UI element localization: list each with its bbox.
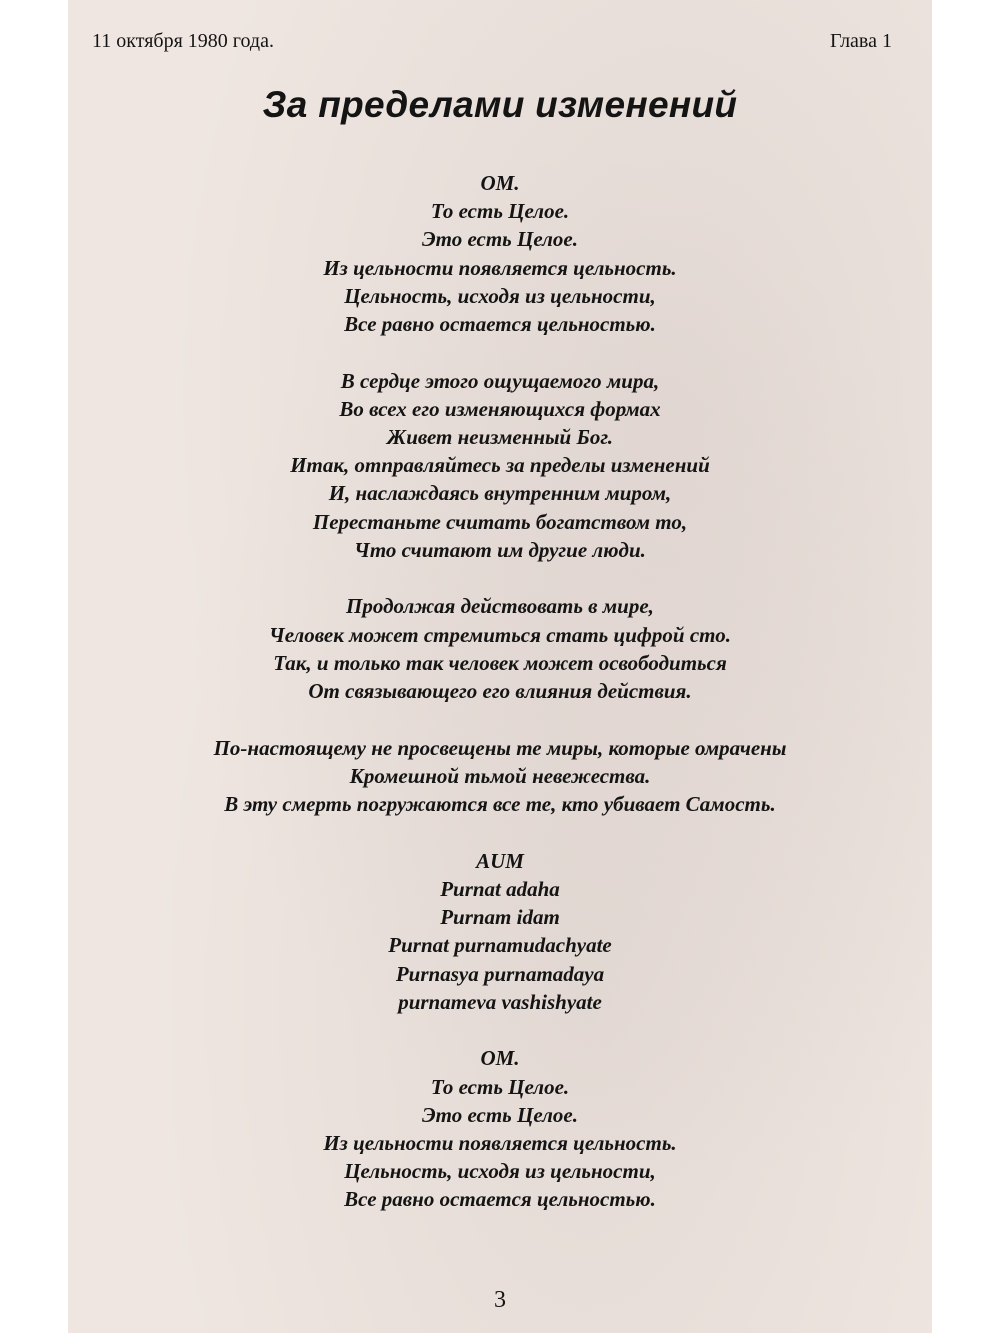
poem-line: Во всех его изменяющихся формах <box>339 396 661 421</box>
poem-line: Итак, отправляйтесь за пределы изменений <box>290 453 710 478</box>
stanza <box>68 169 932 338</box>
poem-line: Из цельности появляется цельность. <box>323 1130 677 1155</box>
poem-line: Из цельности появляется цельность. <box>323 255 677 280</box>
stanza <box>68 592 932 705</box>
poem-line: Цельность, исходя из цельности, <box>344 283 656 308</box>
page-header-date: 11 октября 1980 года. <box>92 30 274 52</box>
poem-line: Это есть Целое. <box>421 227 578 252</box>
book-page <box>68 0 932 1333</box>
poem-line: Все равно остается цельностью. <box>344 311 656 336</box>
poem-line: Так, и только так человек может освободиться <box>273 650 727 675</box>
page-header-chapter: Глава 1 <box>830 30 892 52</box>
chapter-title: За пределами изменений <box>262 84 738 125</box>
poem-line: Purnat adaha <box>440 876 560 901</box>
poem-line: Кромешной тьмой невежества. <box>349 763 651 788</box>
poem-line: Живет неизменный Бог. <box>386 425 614 449</box>
poem-line: purnameva vashishyate <box>398 989 602 1014</box>
poem-line: Все равно остается цельностью. <box>344 1187 656 1212</box>
poem <box>68 169 932 1242</box>
page-number: 3 <box>494 1287 506 1313</box>
poem-line: И, наслаждаясь внутренним миром, <box>328 481 672 506</box>
poem-line: ОМ. <box>480 171 520 195</box>
poem-line: Перестаньте считать богатством то, <box>312 509 688 534</box>
poem-line: То есть Целое. <box>430 199 570 224</box>
poem-line: ОМ. <box>480 1046 520 1071</box>
poem-line: AUM <box>476 848 524 873</box>
poem-line: Что считают им другие люди. <box>354 537 646 562</box>
stanza <box>68 847 932 1016</box>
poem-line: То есть Целое. <box>430 1074 570 1099</box>
stanza <box>68 734 932 819</box>
stanza <box>68 367 932 564</box>
poem-line: В сердце этого ощущаемого мира, <box>340 368 660 393</box>
poem-line: В эту смерть погружаются все те, кто убивает Самость. <box>224 792 776 817</box>
poem-line: Цельность, исходя из цельности, <box>344 1159 656 1184</box>
poem-line: Purnam idam <box>440 905 560 930</box>
poem-line: Продолжая действовать в мире, <box>346 594 654 619</box>
poem-line: От связывающего его влияния действия. <box>308 679 692 703</box>
poem-line: Это есть Целое. <box>421 1102 578 1127</box>
poem-line: Purnat purnamudachyate <box>388 933 612 958</box>
poem-line: Purnasya purnamadaya <box>395 961 605 986</box>
poem-line: Человек может стремиться стать цифрой сто. <box>269 622 731 647</box>
poem-line: По-настоящему не просвещены те миры, которые омрачены <box>213 735 787 760</box>
stanza <box>68 1044 932 1213</box>
